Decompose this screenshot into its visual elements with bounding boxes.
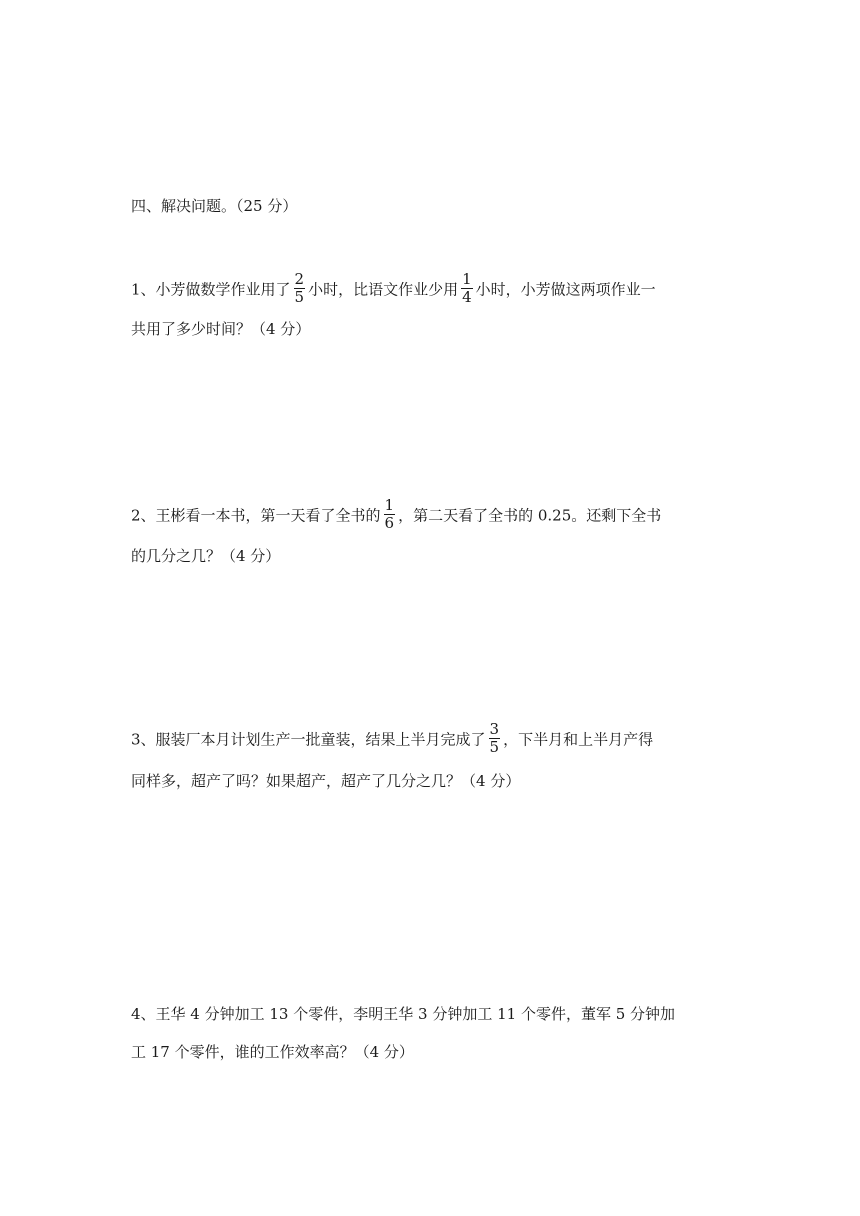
fraction-numerator: 1 bbox=[462, 270, 472, 288]
problem-4-line-2: 工 17 个零件，谁的工作效率高？（4 分） bbox=[131, 1043, 414, 1061]
problem-2-text-a: 2、王彬看一本书，第一天看了全书的 bbox=[131, 506, 381, 525]
problem-1-text-b: 小时，比语文作业少用 bbox=[308, 280, 459, 299]
problem-1-line-2: 共用了多少时间？（4 分） bbox=[131, 320, 311, 338]
fraction-denominator: 5 bbox=[294, 288, 305, 306]
fraction-numerator: 3 bbox=[489, 720, 500, 738]
problem-2-text-b: ，第二天看了全书的 0.25。还剩下全书 bbox=[398, 506, 662, 525]
fraction-denominator: 5 bbox=[489, 738, 500, 756]
problem-3-text-b: ，下半月和上半月产得 bbox=[503, 730, 654, 749]
problem-3-line-2: 同样多，超产了吗？如果超产，超产了几分之几？（4 分） bbox=[131, 772, 521, 790]
problem-1-line-1 bbox=[131, 270, 656, 308]
fraction-denominator: 4 bbox=[462, 288, 472, 306]
problem-4-line-1: 4、王华 4 分钟加工 13 个零件，李明王华 3 分钟加工 11 个零件，董军 5 分钟加 bbox=[131, 1005, 676, 1023]
problem-3-text-a: 3、服装厂本月计划生产一批童装，结果上半月完成了 bbox=[131, 730, 486, 749]
fraction-numerator: 1 bbox=[384, 496, 395, 514]
fraction-numerator: 2 bbox=[294, 270, 305, 288]
problem-1-text-c: 小时，小芳做这两项作业一 bbox=[475, 280, 656, 299]
problem-3-fraction-1 bbox=[489, 721, 501, 756]
problem-3-line-1 bbox=[131, 720, 654, 758]
section-heading: 四、解决问题。（25 分） bbox=[131, 197, 298, 215]
fraction-denominator: 6 bbox=[384, 514, 395, 532]
problem-2-line-1 bbox=[131, 496, 662, 534]
problem-1-text-a: 1、小芳做数学作业用了 bbox=[131, 280, 291, 299]
problem-1-fraction-2 bbox=[461, 271, 473, 306]
problem-2-fraction-1 bbox=[384, 497, 396, 532]
problem-2-line-2: 的几分之几？（4 分） bbox=[131, 547, 281, 565]
problem-1-fraction-1 bbox=[294, 271, 306, 306]
